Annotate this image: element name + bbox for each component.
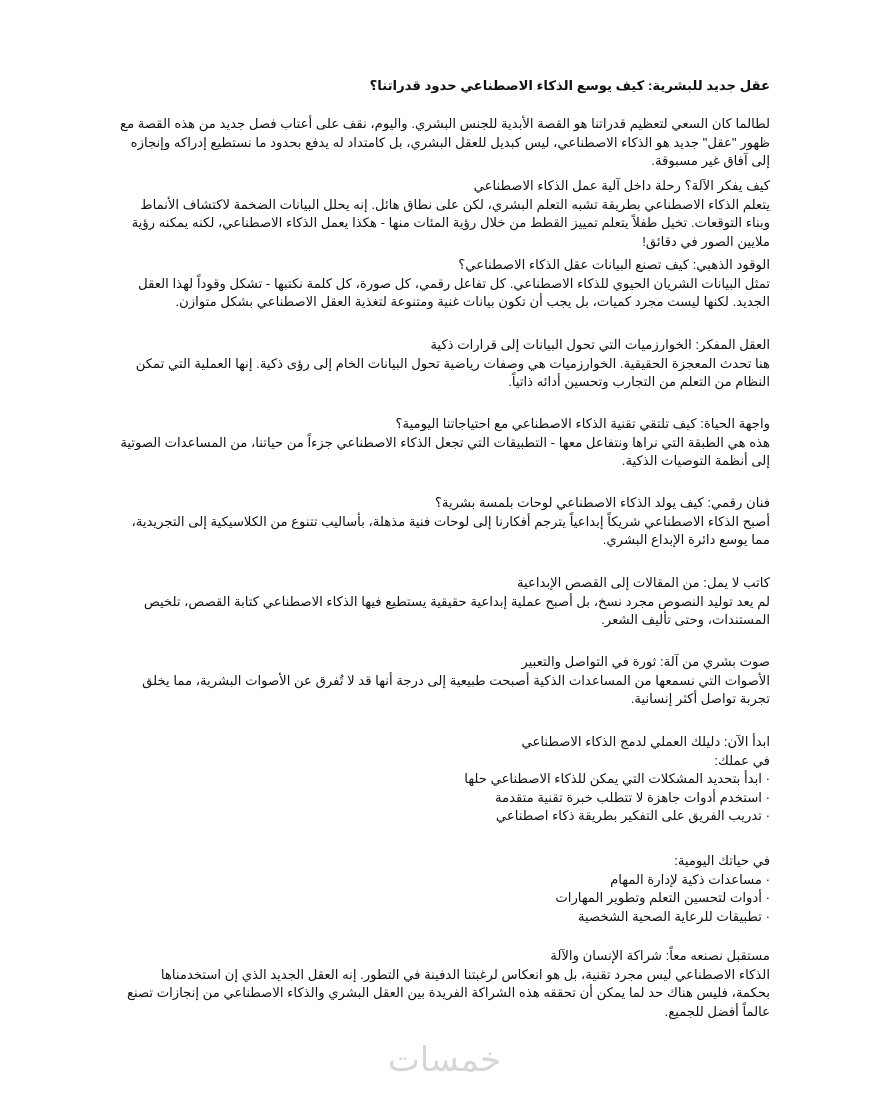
list-item: · ابدأ بتحديد المشكلات التي يمكن للذكاء الاصطناعي حلها xyxy=(120,770,770,789)
section-body: هذه هي الطبقة التي نراها ونتفاعل معها - التطبيقات التي تجعل الذكاء الاصطناعي جزءاً من حياتنا، من المساعدات الصوتية إلى أنظمة التوصيات الذكية. xyxy=(120,434,770,469)
section-heading: فنان رقمي: كيف يولد الذكاء الاصطناعي لوحات بلمسة بشرية؟ xyxy=(434,495,770,510)
section-heading: صوت بشري من آلة: ثورة في التواصل والتعبير xyxy=(521,654,770,669)
section-3 xyxy=(120,336,770,392)
section-body: يتعلم الذكاء الاصطناعي بطريقة تشبه التعلم البشري، لكن على نطاق هائل. إنه يحلل البيانات الضخمة لاكتشاف الأنماط وبناء التوقعات. تخيل طفلاً يتعلم تمييز القطط من خلال رؤية المئات منها - هكذا يعمل الذكاء الاصطناعي، لكنه يمكنه رؤية ملايين الصور في دقائق! xyxy=(131,196,770,249)
section-6 xyxy=(120,574,770,630)
khamsat-watermark-logo: خمسات xyxy=(387,1041,502,1079)
list-item: · أدوات لتحسين التعلم وتطوير المهارات xyxy=(120,889,770,908)
work-label: في عملك: xyxy=(714,752,770,768)
closing-section xyxy=(120,947,770,1021)
section-1 xyxy=(120,177,770,251)
section-5 xyxy=(120,494,770,550)
life-list xyxy=(120,871,770,927)
list-item: · تدريب الفريق على التفكير بطريقة ذكاء اصطناعي xyxy=(120,807,770,826)
life-label: في حياتك اليومية: xyxy=(674,853,770,868)
section-heading: كاتب لا يمل: من المقالات إلى القصص الإبداعية xyxy=(516,575,770,590)
closing-heading: مستقبل نصنعه معاً: شراكة الإنسان والآلة xyxy=(550,948,770,963)
section-4 xyxy=(120,415,770,471)
list-item: · استخدم أدوات جاهزة لا تتطلب خبرة تقنية متقدمة xyxy=(120,789,770,808)
section-body: تمثل البيانات الشريان الحيوي للذكاء الاصطناعي. كل تفاعل رقمي، كل صورة، كل كلمة نكتبها - تشكل وقوداً لهذا العقل الجديد. لكنها ليست مجرد كميات، بل يجب أن تكون بيانات غنية ومتنوعة لتغذية العقل الاصطناعي بشكل متوازن. xyxy=(138,275,770,310)
intro-paragraph: لطالما كان السعي لتعظيم قدراتنا هو القصة الأبدية للجنس البشري. واليوم، نقف على أعتاب فصل جديد من هذه القصة مع ظهور "عقل" جديد هو الذكاء الاصطناعي، ليس كبديل للعقل البشري، بل كامتداد له يدفع بحدود ما نستطيع إدراكه وإنجازه إلى آفاق غير مسبوقة. xyxy=(120,116,770,169)
section-heading: كيف يفكر الآلة؟ رحلة داخل آلية عمل الذكاء الاصطناعي xyxy=(473,178,770,193)
daily-life-section xyxy=(120,852,770,926)
closing-body: الذكاء الاصطناعي ليس مجرد تقنية، بل هو انعكاس لرغبتنا الدفينة في التطور. إنه العقل الجديد الذي إن استخدمناها بحكمة، فليس هناك حد لما يمكن أن تحققه هذه الشراكة الفريدة بين العقل البشري والذكاء الاصطناعي من إنجازات تصنع عالماً أفضل للجميع. xyxy=(126,966,770,1019)
guide-heading: ابدأ الآن: دليلك العملي لدمج الذكاء الاصطناعي xyxy=(521,734,770,749)
section-7 xyxy=(120,653,770,709)
section-heading: الوقود الذهبي: كيف تصنع البيانات عقل الذكاء الاصطناعي؟ xyxy=(458,257,770,272)
section-body: لم يعد توليد النصوص مجرد نسخ، بل أصبح عملية إبداعية حقيقية يستطيع فيها الذكاء الاصطناعي كتابة القصص، تلخيص المستندات، وحتى تأليف الشعر. xyxy=(143,593,770,628)
section-heading: واجهة الحياة: كيف تلتقي تقنية الذكاء الاصطناعي مع احتياجاتنا اليومية؟ xyxy=(395,416,770,431)
guide-section xyxy=(120,733,770,826)
work-list xyxy=(120,770,770,826)
document-title: عقل جديد للبشرية: كيف يوسع الذكاء الاصطناعي حدود قدراتنا؟ xyxy=(369,78,770,93)
section-heading: العقل المفكر: الخوارزميات التي تحول البيانات إلى قرارات ذكية xyxy=(430,337,770,352)
list-item: · مساعدات ذكية لإدارة المهام xyxy=(120,871,770,890)
list-item: · تطبيقات للرعاية الصحية الشخصية xyxy=(120,908,770,927)
section-body: أصبح الذكاء الاصطناعي شريكاً إبداعياً يترجم أفكارنا إلى لوحات فنية مذهلة، بأساليب تتنوع من الكلاسيكية إلى التجريدية، مما يوسع دائرة الإبداع البشري. xyxy=(131,513,770,548)
section-body: الأصوات التي نسمعها من المساعدات الذكية أصبحت طبيعية إلى درجة أنها قد لا تُفرق عن الأصوات البشرية، مما يخلق تجربة تواصل أكثر إنسانية. xyxy=(142,672,770,707)
section-body: هنا تحدث المعجزة الحقيقية. الخوارزميات هي وصفات رياضية تحول البيانات الخام إلى رؤى ذكية. إنها العملية التي تمكن النظام من التعلم من التجارب وتحسين أدائه ذاتياً. xyxy=(135,355,770,390)
section-2 xyxy=(120,256,770,312)
